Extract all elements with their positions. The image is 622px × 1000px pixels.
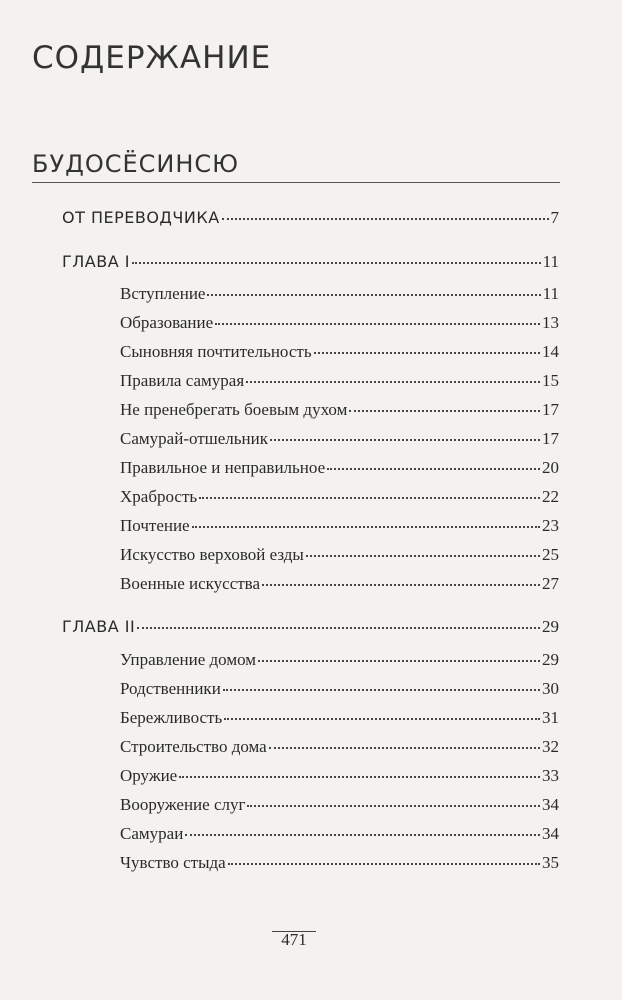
toc-entry-page: 29 bbox=[542, 650, 559, 669]
dot-leader bbox=[185, 833, 540, 836]
toc-entry-page: 17 bbox=[542, 429, 559, 448]
toc-entry[interactable] bbox=[120, 284, 559, 308]
toc-entry-label: Управление домом bbox=[120, 650, 257, 669]
toc-entry[interactable] bbox=[62, 617, 559, 641]
toc-entry[interactable] bbox=[120, 371, 559, 395]
toc-entry-label: Родственники bbox=[120, 679, 221, 698]
toc-entry-page: 17 bbox=[542, 400, 559, 419]
dot-leader bbox=[349, 409, 540, 412]
toc-entry-label: Военные искусства bbox=[120, 574, 261, 593]
toc-entry-label: Храбрость bbox=[120, 487, 198, 506]
toc-entry-page: 15 bbox=[542, 371, 559, 390]
dot-leader bbox=[327, 467, 540, 470]
toc-entry[interactable] bbox=[120, 342, 559, 366]
toc-entry-page: 22 bbox=[542, 487, 559, 506]
page-title: СОДЕРЖАНИЕ bbox=[32, 40, 272, 76]
toc-entry-page: 25 bbox=[542, 545, 559, 564]
toc-entry-page: 34 bbox=[542, 795, 559, 814]
dot-leader bbox=[207, 293, 540, 296]
section-divider bbox=[32, 182, 560, 183]
toc-entry-label: Образование bbox=[120, 313, 214, 332]
toc-entry[interactable] bbox=[120, 795, 559, 819]
page-number: 471 bbox=[281, 930, 307, 949]
toc-entry-page: 7 bbox=[550, 208, 559, 227]
toc-entry-page: 23 bbox=[542, 516, 559, 535]
toc-entry-label: Самурай-отшельник bbox=[120, 429, 268, 448]
dot-leader bbox=[199, 496, 540, 499]
dot-leader bbox=[269, 746, 540, 749]
toc-entry[interactable] bbox=[120, 487, 559, 511]
toc-entry-page: 30 bbox=[542, 679, 559, 698]
toc-entry-page: 13 bbox=[542, 313, 559, 332]
dot-leader bbox=[192, 525, 540, 528]
toc-entry-label: Искусство верховой езды bbox=[120, 545, 304, 564]
toc-entry-label: ОТ ПЕРЕВОДЧИКА bbox=[62, 208, 220, 227]
dot-leader bbox=[270, 438, 540, 441]
toc-entry[interactable] bbox=[120, 650, 559, 674]
toc-entry-label: Строительство дома bbox=[120, 737, 267, 756]
toc-entry[interactable] bbox=[120, 545, 559, 569]
toc-entry-page: 20 bbox=[542, 458, 559, 477]
toc-entry-page: 11 bbox=[542, 252, 559, 271]
toc-entry-label: Самураи bbox=[120, 824, 184, 843]
toc-entry[interactable] bbox=[120, 458, 559, 482]
toc-entry-label: ГЛАВА I bbox=[62, 252, 130, 271]
toc-entry[interactable] bbox=[120, 516, 559, 540]
toc-entry[interactable] bbox=[120, 574, 559, 598]
toc-entry-label: Сыновняя почтительность bbox=[120, 342, 312, 361]
dot-leader bbox=[222, 217, 549, 220]
toc-entry-label: Почтение bbox=[120, 516, 190, 535]
toc-entry-label: Вооружение слуг bbox=[120, 795, 246, 814]
toc-entry[interactable] bbox=[120, 400, 559, 424]
toc-entry[interactable] bbox=[120, 708, 559, 732]
toc-entry[interactable] bbox=[120, 824, 559, 848]
dot-leader bbox=[179, 775, 540, 778]
toc-entry-label: Чувство стыда bbox=[120, 853, 226, 872]
toc-entry-label: Не пренебрегать боевым духом bbox=[120, 400, 348, 419]
dot-leader bbox=[132, 261, 541, 264]
toc-entry-page: 31 bbox=[542, 708, 559, 727]
dot-leader bbox=[246, 380, 540, 383]
toc-entry[interactable] bbox=[62, 208, 559, 232]
toc-entry-page: 33 bbox=[542, 766, 559, 785]
dot-leader bbox=[215, 322, 540, 325]
toc-entry[interactable] bbox=[120, 766, 559, 790]
toc-entry-label: ГЛАВА II bbox=[62, 617, 136, 636]
toc-entry-page: 29 bbox=[542, 617, 559, 636]
toc-entry-label: Вступление bbox=[120, 284, 206, 303]
dot-leader bbox=[306, 554, 540, 557]
toc-entry-label: Бережливость bbox=[120, 708, 223, 727]
dot-leader bbox=[314, 351, 540, 354]
toc-entry-label: Оружие bbox=[120, 766, 178, 785]
section-title: БУДОСЁСИНСЮ bbox=[32, 150, 240, 178]
toc-entry-label: Правила самурая bbox=[120, 371, 245, 390]
toc-entry-page: 27 bbox=[542, 574, 559, 593]
dot-leader bbox=[262, 583, 540, 586]
toc-entry-page: 32 bbox=[542, 737, 559, 756]
dot-leader bbox=[228, 862, 540, 865]
dot-leader bbox=[224, 717, 540, 720]
toc-entry-page: 35 bbox=[542, 853, 559, 872]
toc-entry-page: 34 bbox=[542, 824, 559, 843]
toc-entry[interactable] bbox=[120, 679, 559, 703]
toc-entry-label: Правильное и неправильное bbox=[120, 458, 326, 477]
toc-entry[interactable] bbox=[120, 737, 559, 761]
toc-entry-page: 14 bbox=[542, 342, 559, 361]
dot-leader bbox=[258, 659, 540, 662]
dot-leader bbox=[137, 626, 540, 629]
toc-entry[interactable] bbox=[120, 853, 559, 877]
toc-entry[interactable] bbox=[120, 313, 559, 337]
dot-leader bbox=[223, 688, 540, 691]
toc-entry-page: 11 bbox=[542, 284, 559, 303]
toc-entry[interactable] bbox=[120, 429, 559, 453]
toc-entry[interactable] bbox=[62, 252, 559, 276]
dot-leader bbox=[247, 804, 540, 807]
